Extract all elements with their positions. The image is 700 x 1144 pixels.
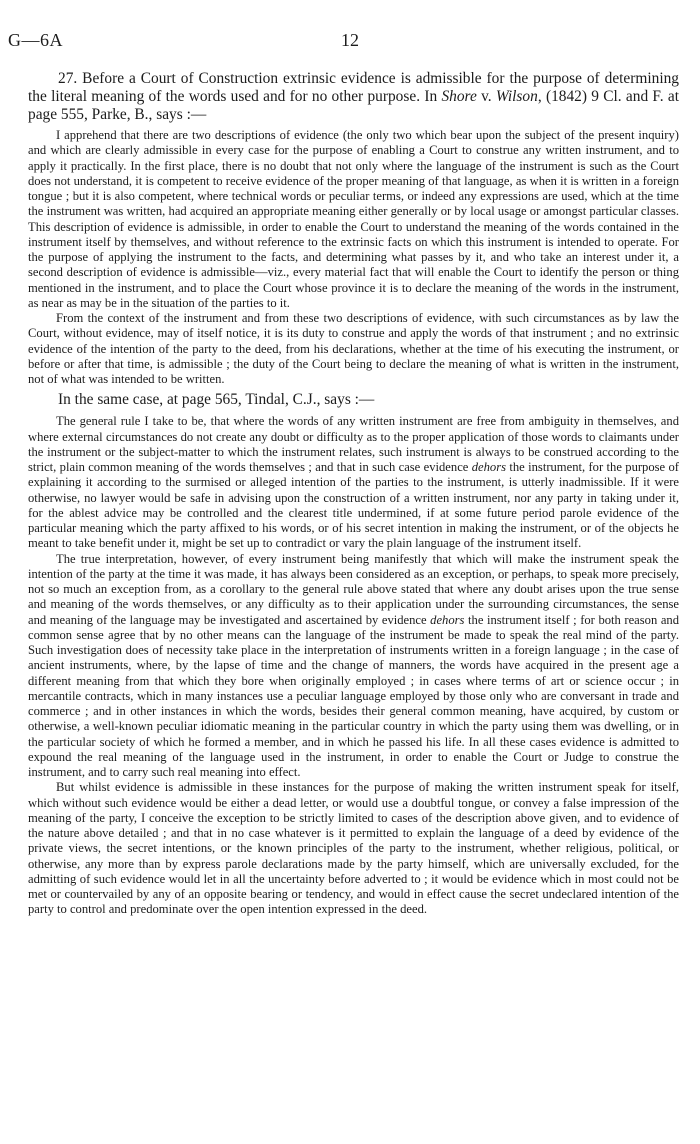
parke-quote-paragraph-2: From the context of the instrument and from these two descriptions of evidence, with such circumstances as by law the Court, without evidence, may of itself notice, it is its duty to construe and apply the words of that instrument ; and no extrinsic evidence of the intention of the party to the deed, from his declarations, whether at the time of his executing the instrument, or before or after that time, is admissible ; the duty of the Court being to declare the meaning of what is written in the instrument, not of what was intended to be written.	[28, 311, 679, 386]
tindal-p1-text-b: the instrument, for the purpose of explaining it according to the surmised or alleged intention of the parties to the instrument, is utterly inadmissible. If it were otherwise, no lawyer would be safe in advising upon the construction of a written instrument, nor any party in taking under it, for the ablest advice may be controlled and the clearest title undermined, if at some future period parole evidence of the particular meaning which the party affixed to his words, or of his secret intention in making the instrument, or of the objects he meant to take benefit under it, might be set up to contradict or vary the plain language of the instrument itself.	[28, 460, 679, 551]
same-case-intro: In the same case, at page 565, Tindal, C.J., says :—	[58, 391, 375, 409]
tindal-p2-text-a: The true interpretation, however, of every instrument being manifestly that which will make the instrument speak the intention of the party at the time it was made, it has always been considered as an exception, or perhaps, to speak more precisely, not so much an exception from, as a corollary to the general rule above stated that where any doubt arises upon the true sense and meaning of the words themselves, or any difficulty as to their application under the surrounding circumstances, the sense and meaning of the language may be investigated and ascertained by evidence	[28, 551, 679, 627]
tindal-p1-text-a: The general rule I take to be, that where the words of any written instrument are free from ambiguity in themselves, and where external circumstances do not create any doubt or difficulty as to the proper application of those words to claimants under the instrument or the subject-matter to which the instrument relates, such instrument is always to be construed according to the strict, plain common meaning of the words themselves ; and that in such case evidence	[28, 414, 679, 474]
page-number: 12	[341, 30, 359, 50]
tindal-p2-dehors: dehors	[430, 612, 465, 627]
case-party-shore: Shore	[441, 88, 477, 105]
tindal-quote-paragraph-2	[28, 552, 679, 781]
case-citation: , (1842) 9 Cl. and F. at page 555, Parke, B., says :—	[28, 88, 679, 123]
document-reference: G—6A	[8, 30, 63, 50]
page-body	[28, 70, 679, 918]
tindal-quote-paragraph-3: But whilst evidence is admissible in these instances for the purpose of making the written instrument speak for itself, which without such evidence would be either a dead letter, or would use a doubtful tongue, or convey a false impression of the meaning of the party, I conceive the exception to be strictly limited to cases of the description above given, and to evidence of the nature above detailed ; and that in no case whatever is it permitted to explain the language of a deed by evidence of the private views, the secret intentions, or the known principles of the party to the instrument, whether religious, political, or otherwise, any more than by express parole declarations made by the party himself, which are universally excluded, for the admitting of such evidence would let in all the uncertainty before adverted to ; it would be evidence which in most could not be met or countervailed by any of an opposite bearing or tendency, and would in effect cause the secret undeclared intention of the party to control and predominate over the open intention expressed in the deed.	[28, 780, 679, 917]
tindal-p2-text-b: the instrument itself ; for both reason and common sense agree that by no other means can the language of the instrument be made to speak the real mind of the party. Such investigation does of necessity take place in the interpretation of instruments written in a foreign language ; in the case of ancient instruments, where, by the lapse of time and the change of manners, the words have acquired in the present age a different meaning from that which they bore when originally employed ; in cases where terms of art or science occur ; in mercantile contracts, which in many instances use a peculiar language employed by those only who are conversant in trade and commerce ; and in other instances in which the words, besides their general common meaning, have acquired, by custom or otherwise, a well-known peculiar idiomatic meaning in the particular country in which the party using them was dwelling, or in the particular society of which he formed a member, and in which he passed his life. In all these cases evidence is admitted to expound the real meaning of the language used in the instrument, in order to enable the Court or Judge to construe the instrument, and to carry such real meaning into effect.	[28, 612, 679, 779]
case-versus: v.	[476, 88, 496, 105]
tindal-quote-paragraph-1	[28, 414, 679, 551]
parke-quote-paragraph-1: I apprehend that there are two descriptions of evidence (the only two which bear upon the subject of the present inquiry) and which are clearly admissible in every case for the purpose of enabling a Court to construe any written instrument, and to apply it practically. In the first place, there is no doubt that not only where the language of the instrument is such as the Court does not understand, it is competent to receive evidence of the proper meaning of that language, as when it is written in a foreign tongue ; but it is also competent, where technical words or peculiar terms, or indeed any expressions are used, which at the time the instrument was written, had acquired an appropriate meaning either generally or by local usage or amongst particular classes. This description of evidence is admissible, in order to enable the Court to understand the meaning of the words contained in the instrument itself by themselves, and without reference to the extrinsic facts on which this instrument is intended to operate. For the purpose of applying the instrument to the facts, and determining what passes by it, and who take an interest under it, a second description of evidence is admissible—viz., every material fact that will enable the Court to identify the person or thing mentioned in the instrument, and to place the Court whose province it is to declare the meaning of the words in the instrument, as near as may be in the situation of the parties to it.	[28, 128, 679, 310]
section-27-paragraph	[28, 70, 679, 124]
page-header	[0, 30, 700, 52]
case-party-wilson: Wilson	[495, 88, 538, 105]
section-27-intro: 27. Before a Court of Construction extrinsic evidence is admissible for the purpose of determining the literal meaning of the words used and for no other purpose. In	[28, 70, 679, 105]
tindal-p1-dehors: dehors	[471, 460, 507, 474]
